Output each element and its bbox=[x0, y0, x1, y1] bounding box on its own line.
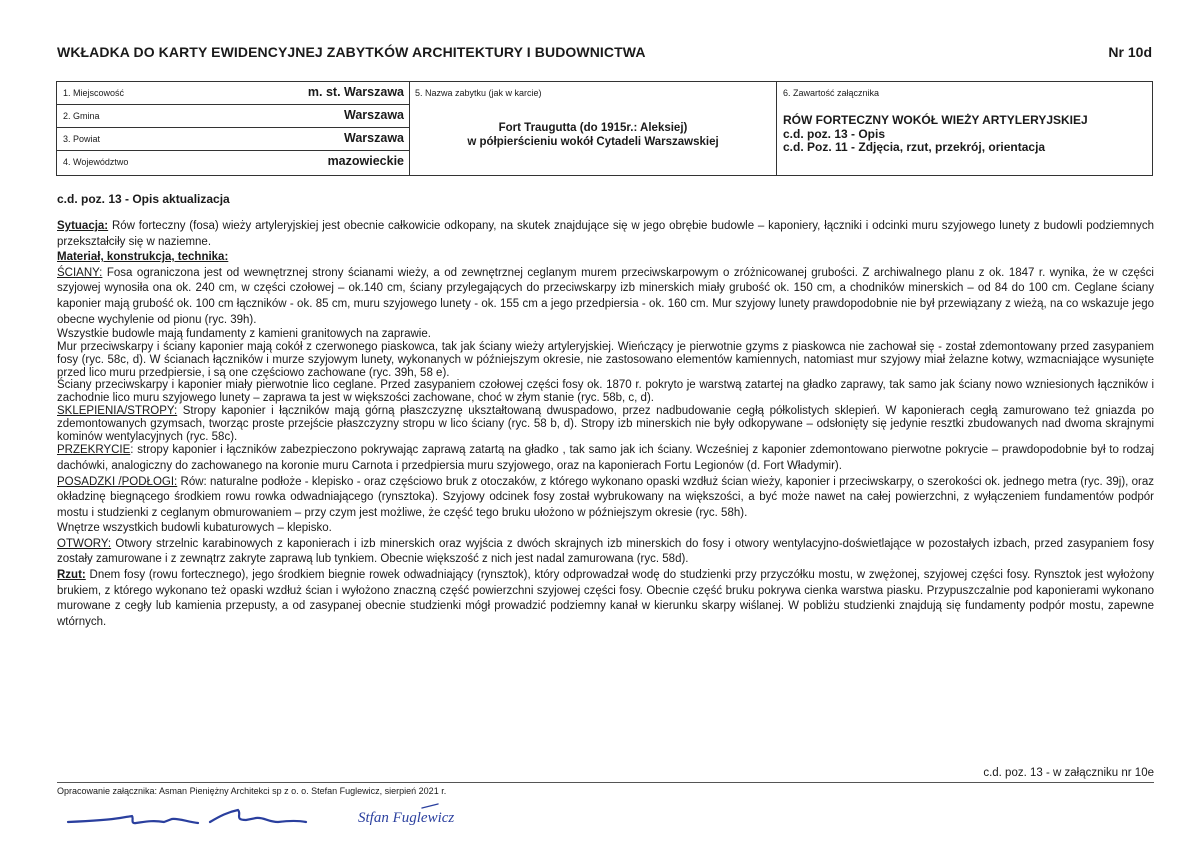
footer-divider bbox=[57, 782, 1154, 783]
signature-text: Stfan Fuglewicz bbox=[358, 810, 455, 826]
text-otwory: Otwory strzelnic karabinowych z kaponierach i izb minerskich oraz wyjścia z dwóch skrajnych izb minerskich do fosy i otwory wentylacyjno-doświetlające w pozostałych izbach, przed zasypaniem fosy zostały zamurowane i z zewnątrz zakryte zaprawą lub tynkiem. Obecnie większość z nich jest nadal zamurowana (ryc. 58d). bbox=[57, 537, 1154, 566]
attachment-content-line3: c.d. Poz. 11 - Zdjęcia, rzut, przekrój, orientacja bbox=[783, 140, 1046, 154]
paragraph-wnetrze: Wnętrze wszystkich budowli kubaturowych – klepisko. bbox=[57, 522, 332, 535]
paragraph-material bbox=[57, 250, 1154, 266]
paragraph-sciany bbox=[57, 266, 1154, 328]
monument-name-column bbox=[410, 82, 777, 175]
paragraph-fundamenty: Wszystkie budowle mają fundamenty z kamieni granitowych na zaprawie. bbox=[57, 328, 431, 341]
monument-name bbox=[410, 121, 776, 149]
heading-sklepienia: SKLEPIENIA/STROPY: bbox=[57, 404, 178, 417]
document-number: Nr 10d bbox=[1108, 44, 1152, 60]
signature-image bbox=[60, 800, 540, 840]
author-note: Opracowanie załącznika: Asman Pieniężny Architekci sp z o. o. Stefan Fuglewicz, sierpień 2021 r. bbox=[57, 786, 447, 796]
heading-otwory: OTWORY: bbox=[57, 537, 112, 550]
attachment-content-line2: c.d. poz. 13 - Opis bbox=[783, 126, 886, 141]
powiat-row bbox=[57, 128, 409, 151]
paragraph-sytuacja bbox=[57, 219, 1154, 250]
wojewodztwo-label: 4. Województwo bbox=[63, 157, 129, 167]
gmina-row bbox=[57, 105, 409, 128]
text-sciany: Fosa ograniczona jest od wewnętrznej strony ścianami wieży, a od zewnętrznej ceglanym murem przeciwskarpowym o zróżnicowanej grubości. Z archiwalnego planu z ok. 1847 r. wynika, że w części szyjowej wynosiła ona ok. 240 cm, w części czołowej – ok.140 cm, ściany przylegających do przeciwskarpy izb minerskich miały grubość ok. 150 cm, a chodników minerskich – od 84 do 100 cm. Ceglane ściany kaponier mają grubość ok. 100 cm łączników - ok. 85 cm, muru szyjowego lunety - ok. 155 cm a jego przedpiersia - ok. 160 cm. Mur szyjowy lunety prawdopodobnie nie był przewiązany z wieżą, na co wskazuje jego obecne wychylenie od pionu (ryc. 39h). bbox=[57, 266, 1154, 326]
heading-sciany: ŚCIANY: bbox=[57, 266, 103, 279]
powiat-label: 3. Powiat bbox=[63, 134, 101, 144]
heading-material: Materiał, konstrukcja, technika: bbox=[57, 251, 229, 264]
description-body bbox=[57, 219, 1154, 630]
paragraph-posadzki bbox=[57, 475, 1154, 522]
heading-posadzki: POSADZKI /PODŁOGI: bbox=[57, 475, 178, 488]
info-table bbox=[56, 81, 1153, 176]
paragraph-sklepienia bbox=[57, 405, 1154, 443]
location-column bbox=[57, 82, 410, 175]
wojewodztwo-row bbox=[57, 151, 409, 174]
location-label: 1. Miejscowość bbox=[63, 88, 125, 98]
text-sklepienia: Stropy kaponier i łączników mają górną płaszczyznę ukształtowaną dwuspadowo, przez nadbudowanie cegłą półkolistych sklepień. W kaponierach cegłą zamurowano też gniazda po zdemontowanych gzymsach, tworząc proste przejście płaszczyzny stropu w lico ściany (ryc. 58 b, d). Stropy izb minerskich nie były odkopywane – odsłonięty się jedynie resztki zbudowanych nad dwoma skrajnymi kominów wentylacyjnych (ryc. 58c). bbox=[57, 404, 1154, 443]
paragraph-cokol: Mur przeciwskarpy i ściany kaponier mają cokół z czerwonego piaskowca, tak jak ściany wieży artyleryjskiej. Wieńczący je pierwotnie gzyms z piaskowca nie zachował się - został zdemontowany przed zasypaniem fosy (ryc. 58c, d). W ścianach łączników i murze szyjowym lunety, wykonanych w późniejszym okresie, nie zastosowano elementów kamiennych, natomiast mur szyjowy miał żelazne kotwy, wzmacniające wysunięte przed lico muru przedpiersie, i są one częściowo zachowane (ryc. 39h, 58 e). bbox=[57, 340, 1154, 379]
attachment-content bbox=[783, 114, 1088, 155]
text-sytuacja: Rów forteczny (fosa) wieży artyleryjskiej jest obecnie całkowicie odkopany, na skutek znajdujące się w jego obrębie budowle – kaponiery, łączniki i odcinki muru szyjowego lunety z budowli podziemnych przekształciły się w naziemne. bbox=[57, 220, 1154, 248]
document-title: WKŁADKA DO KARTY EWIDENCYJNEJ ZABYTKÓW ARCHITEKTURY I BUDOWNICTWA bbox=[57, 44, 646, 60]
section-title: c.d. poz. 13 - Opis aktualizacja bbox=[57, 192, 230, 206]
heading-rzut: Rzut: bbox=[57, 569, 86, 582]
attachment-content-label: 6. Zawartość załącznika bbox=[783, 88, 880, 98]
location-row bbox=[57, 82, 409, 105]
paragraph-lico: Ściany przeciwskarpy i kaponier miały pierwotnie lico ceglane. Przed zasypaniem czołowej części fosy ok. 1870 r. pokryto je warstwą zatartej na gładko zaprawy, tak samo jak ściany nowo wzniesionych łączników i zachodnie lico muru szyjowego lunety – zaprawa ta jest w większości zachowane, choć w złym stanie (ryc. 58b, c, d). bbox=[57, 379, 1154, 405]
heading-sytuacja: Sytuacja: bbox=[57, 220, 109, 232]
location-value: m. st. Warszawa bbox=[307, 85, 404, 99]
monument-name-label: 5. Nazwa zabytku (jak w karcie) bbox=[415, 88, 542, 98]
powiat-value: Warszawa bbox=[344, 131, 404, 145]
monument-name-line1: Fort Traugutta (do 1915r.: Aleksiej) bbox=[498, 122, 688, 134]
text-posadzki: Rów: naturalne podłoże - klepisko - oraz częściowo bruk z otoczaków, z którego wykonano opaski wzdłuż ścian wieży, kaponier i przeciwskarpy, o szerokości ok. jednego metra (ryc. 39j), oraz okładzinę biegnącego środkiem rowu rowka odwadniającego (rynsztoka). Szyjowy odcinek fosy został wybrukowany na większości, a być może nawet na całej powierzchni, z wyłączeniem fundamentów podpór mostu i studzienki z ceglanym obmurowaniem – przy czym jest możliwe, że część tego bruku ułożono w późniejszym okresie (ryc. 58h). bbox=[57, 475, 1155, 519]
gmina-value: Warszawa bbox=[344, 108, 404, 122]
paragraph-przekrycie bbox=[57, 443, 1154, 474]
heading-przekrycie: PRZEKRYCIE bbox=[57, 444, 131, 457]
monument-name-line2: w półpierścieniu wokół Cytadeli Warszawskiej bbox=[467, 136, 719, 148]
attachment-content-line1: RÓW FORTECZNY WOKÓŁ WIEŻY ARTYLERYJSKIEJ bbox=[783, 113, 1088, 127]
gmina-label: 2. Gmina bbox=[63, 111, 100, 121]
text-przekrycie: : stropy kaponier i łączników zabezpieczono pokrywając zaprawą zatartą na gładko , tak samo jak ich ściany. Wcześniej z kaponier zdemontowano pierwotne pokrycie – prawdopodobnie był to rodzaj dachówki, analogiczny do zachowanego na koronie muru Carnota i przedpiersia muru szyjowego, oraz na kaponierach Fortu Legionów (d. Fort Władymir). bbox=[57, 444, 1154, 472]
paragraph-otwory bbox=[57, 537, 1154, 568]
continuation-note: c.d. poz. 13 - w załączniku nr 10e bbox=[983, 767, 1154, 779]
attachment-content-column bbox=[777, 82, 1152, 175]
wojewodztwo-value: mazowieckie bbox=[327, 154, 404, 168]
text-rzut: Dnem fosy (rowu fortecznego), jego środkiem biegnie rowek odwadniający (rynsztok), który odprowadzał wodę do studzienki przy przyczółku mostu, w zwężonej, szyjowej części fosy. Rynsztok jest wyłożony brukiem, z którego wykonano też opaski wzdłuż ścian i wyłożono znaczną część powierzchni szyjowej części fosy. Obecnie część bruku pokrywa cienka warstwa piasku. Przypuszczalnie pod kaponierami wykonano murowane z cegły lub kamienia przepusty, a od zasypanej obecnie studzienki mógł prowadzić podziemny kanał w kierunku skarpy wiślanej. W pobliżu studzienki znajdują się fundamenty podpór mostu, zapewne wtórnych. bbox=[57, 569, 1154, 628]
paragraph-rzut bbox=[57, 568, 1154, 630]
